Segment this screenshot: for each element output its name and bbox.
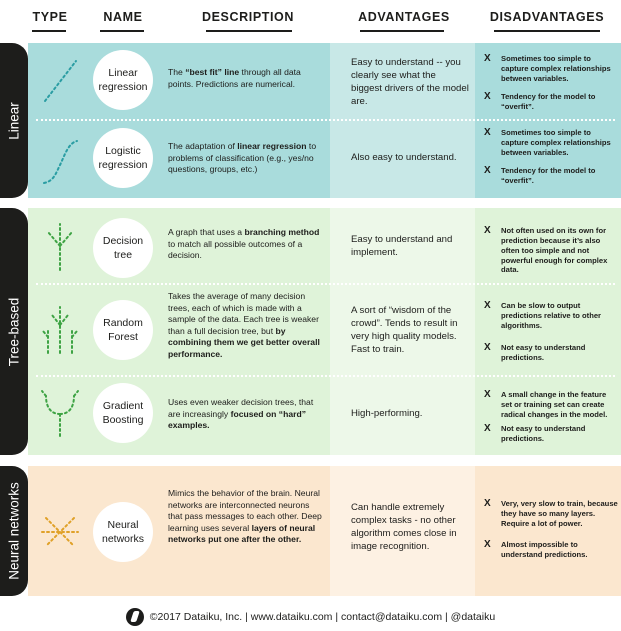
decision-tree-icon: [40, 220, 80, 272]
row-separator: [36, 119, 615, 121]
x-mark-icon: X: [484, 498, 491, 509]
algorithm-name-circle: [93, 300, 153, 360]
x-mark-icon: X: [484, 53, 491, 64]
x-mark-icon: X: [484, 165, 491, 176]
dataiku-logo-icon: [126, 608, 144, 626]
section-label-tree: Tree-based: [6, 297, 22, 366]
algorithm-name: Neural networks: [101, 518, 144, 545]
x-mark-icon: X: [484, 91, 491, 102]
disadvantage-text: Tendency for the model to “overfit”.: [501, 166, 596, 185]
disadvantage-text: Sometimes too simple to capture complex relationships between variables.: [501, 128, 611, 157]
disadvantage-text: Sometimes too simple to capture complex relationships between variables.: [501, 54, 611, 83]
algorithm-advantage: Easy to understand -- you clearly see what the biggest drivers of the model are.: [351, 57, 469, 107]
neural-network-icon: [40, 512, 80, 552]
header-advantages-underline: [360, 30, 444, 32]
disadvantage-text: A small change in the feature set or training set can create radical changes in the model.: [501, 390, 608, 419]
footer: [0, 602, 621, 631]
algorithm-name-circle: [93, 502, 153, 562]
disadvantage-text: Not often used on its own for prediction because it’s also often too simple and not powerful enough for complex data.: [501, 226, 608, 275]
algorithm-name-circle: [93, 218, 153, 278]
header-description-underline: [206, 30, 292, 32]
disadvantage-text: Tendency for the model to “overfit”.: [501, 92, 596, 111]
header-name: NAME: [103, 10, 143, 24]
section-tab-linear: [0, 43, 28, 198]
header-advantages: ADVANTAGES: [358, 10, 450, 24]
disadvantage-text: Very, very slow to train, because they have so many layers. Require a lot of power.: [501, 499, 618, 528]
footer-text: ©2017 Dataiku, Inc. | www.dataiku.com | contact@dataiku.com | @dataiku: [149, 610, 496, 623]
algorithm-description: The “best fit” line through all data points. Predictions are numerical.: [168, 67, 301, 89]
algorithm-advantage: High-performing.: [351, 408, 423, 419]
section-tab-neural: [0, 466, 28, 596]
random-forest-icon: [40, 303, 80, 355]
section-tab-tree: [0, 208, 28, 455]
row-separator: [36, 283, 615, 285]
algorithm-name-circle: [93, 128, 153, 188]
header-name-underline: [100, 30, 144, 32]
linear-line-icon: [40, 55, 80, 105]
algorithm-description: The adaptation of linear regression to problems of classification (e.g., yes/no questions, groups, etc.): [168, 141, 317, 175]
disadvantage-text: Almost impossible to understand predictions.: [501, 540, 588, 559]
x-mark-icon: X: [484, 539, 491, 550]
algorithm-description: A graph that uses a branching method to match all possible outcomes of a decision.: [168, 227, 320, 261]
x-mark-icon: X: [484, 342, 491, 353]
algorithm-name: Decision tree: [102, 234, 144, 261]
disadvantage-text: Can be slow to output predictions relative to other algorithms.: [501, 301, 602, 330]
section-label-linear: Linear: [6, 101, 22, 140]
algorithm-name-circle: [93, 383, 153, 443]
algorithm-name-circle: [93, 50, 153, 110]
header-description: DESCRIPTION: [201, 10, 295, 24]
header-disadvantages-underline: [494, 30, 600, 32]
header-type-underline: [32, 30, 66, 32]
algorithm-advantage: Can handle extremely complex tasks - no other algorithm comes close in image recognition.: [351, 502, 457, 552]
x-mark-icon: X: [484, 127, 491, 138]
header-disadvantages: DISADVANTAGES: [489, 10, 605, 24]
algorithm-advantage: Easy to understand and implement.: [351, 234, 453, 258]
header-type: TYPE: [32, 10, 68, 24]
algorithm-name: Gradient Boosting: [102, 399, 144, 426]
algorithm-name: Random Forest: [103, 316, 143, 343]
disadvantage-text: Not easy to understand predictions.: [501, 424, 586, 443]
algorithm-description: Mimics the behavior of the brain. Neural networks are interconnected neurons that pass messages to each other. Deep learning uses several layers of neural networks put one after the other.: [168, 488, 322, 545]
logistic-curve-icon: [40, 135, 80, 187]
x-mark-icon: X: [484, 225, 491, 236]
algorithm-advantage: A sort of “wisdom of the crowd”. Tends to result in very high quality models. Fast to train.: [351, 305, 458, 355]
gradient-boosting-icon: [40, 388, 80, 438]
x-mark-icon: X: [484, 389, 491, 400]
algorithm-description: Takes the average of many decision trees, each of which is made with a sample of the data. Each tree is weaker than a full decision tree, but by combining them we get better overall performance.: [168, 291, 320, 359]
x-mark-icon: X: [484, 423, 491, 434]
algorithm-advantage: Also easy to understand.: [351, 152, 457, 163]
section-label-neural: Neural networks: [6, 482, 22, 580]
algorithm-name: Logistic regression: [98, 144, 148, 171]
x-mark-icon: X: [484, 300, 491, 311]
algorithm-name: Linear regression: [98, 66, 148, 93]
row-separator: [36, 375, 615, 377]
disadvantage-text: Not easy to understand predictions.: [501, 343, 586, 362]
algorithm-description: Uses even weaker decision trees, that are increasingly focused on “hard” examples.: [168, 397, 314, 431]
